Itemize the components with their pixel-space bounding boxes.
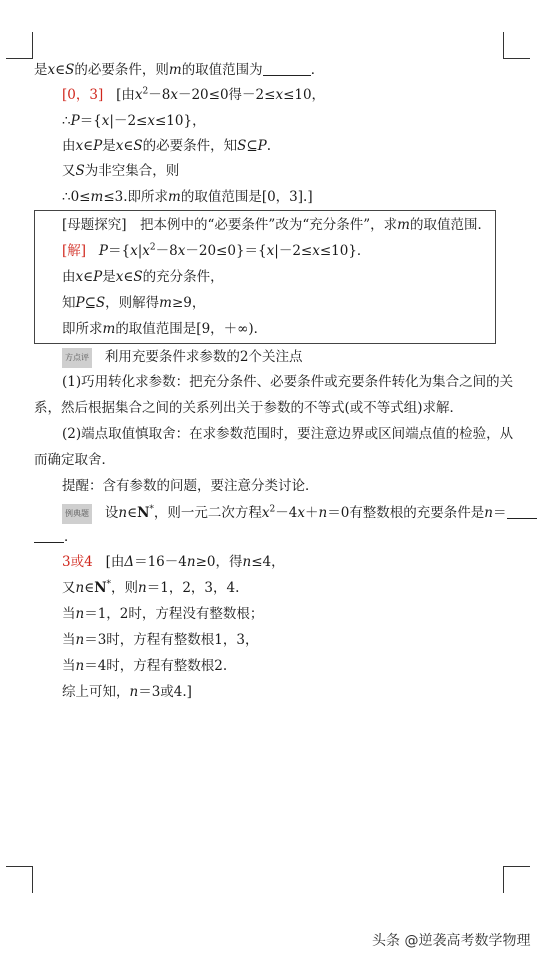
crop-mark-top-right bbox=[503, 32, 530, 59]
math-var: x bbox=[142, 243, 150, 259]
text-run: 的取值范围． bbox=[409, 217, 491, 233]
text-run: ∴0≤ bbox=[62, 189, 91, 205]
math-set: N bbox=[94, 580, 107, 596]
math-var: m bbox=[168, 189, 181, 205]
text-line: 而确定取舍． bbox=[34, 452, 115, 468]
math-var: m bbox=[90, 189, 104, 205]
answer-blank bbox=[263, 63, 311, 76]
text-line bbox=[62, 294, 205, 312]
superscript: 2 bbox=[149, 242, 156, 253]
text-run: ≤4， bbox=[251, 554, 285, 570]
math-var: n bbox=[75, 606, 85, 622]
text-run: ∈ bbox=[84, 580, 95, 596]
math-var: S bbox=[133, 269, 143, 285]
math-var: S bbox=[133, 138, 143, 154]
math-var: x bbox=[261, 505, 270, 521]
text-line bbox=[62, 683, 192, 701]
math-var: x bbox=[47, 62, 56, 78]
text-run: ≥0，得 bbox=[195, 554, 243, 570]
solution-label: [解] bbox=[62, 243, 87, 259]
math-var: x bbox=[275, 87, 284, 103]
text-run: ＝0有整数根的充要条件是 bbox=[327, 505, 485, 521]
text-run: ∈ bbox=[55, 62, 66, 78]
math-var: S bbox=[75, 163, 85, 179]
math-var: m bbox=[159, 295, 172, 311]
math-var: x bbox=[297, 505, 305, 521]
text-line bbox=[62, 188, 313, 206]
text-run: ，则 bbox=[111, 580, 139, 596]
text-line bbox=[62, 320, 267, 338]
text-line bbox=[34, 61, 324, 79]
answer-blank bbox=[34, 530, 64, 543]
text-run: ＋ bbox=[305, 505, 319, 521]
math-var: n bbox=[484, 505, 493, 521]
text-run: [由 bbox=[105, 554, 125, 570]
math-var: x bbox=[266, 243, 275, 259]
math-var: n bbox=[75, 658, 85, 674]
math-var: n bbox=[138, 580, 147, 596]
text-run: ≤10}． bbox=[319, 243, 371, 259]
watermark-footer: 头条 @逆袭高考数学物理 bbox=[372, 933, 531, 949]
text-run: ． bbox=[310, 62, 325, 78]
text-run: 综上可知， bbox=[62, 684, 130, 700]
text-run: ． bbox=[64, 529, 78, 545]
math-var: P bbox=[93, 138, 103, 154]
text-run: －4 bbox=[275, 505, 298, 521]
text-run: 的取值范围是[0，3].] bbox=[180, 189, 313, 205]
text-run: 当 bbox=[62, 632, 76, 648]
text-run: 的充分条件， bbox=[142, 269, 224, 285]
text-run: ≥9， bbox=[171, 295, 206, 311]
math-var: x bbox=[134, 87, 143, 103]
text-run: 又 bbox=[62, 580, 76, 596]
text-run: ≤10}， bbox=[154, 113, 206, 129]
math-var: n bbox=[75, 632, 85, 648]
crop-mark-bottom-right bbox=[503, 866, 530, 893]
math-var: x bbox=[170, 87, 178, 103]
math-var: P bbox=[75, 295, 85, 311]
text-run: 当 bbox=[62, 658, 76, 674]
text-run: －20≤0得－2≤ bbox=[177, 87, 276, 103]
text-run: ∈ bbox=[83, 269, 94, 285]
text-run: ＝4时，方程有整数根2. bbox=[84, 658, 228, 674]
math-var: n bbox=[318, 505, 328, 521]
math-var: x bbox=[115, 138, 124, 154]
text-run: ⊆ bbox=[246, 138, 258, 154]
text-run: 的必要条件，则 bbox=[74, 62, 169, 78]
text-run: 为非空集合，则 bbox=[84, 163, 180, 179]
superscript: 2 bbox=[142, 86, 149, 97]
text-run: |－2≤ bbox=[274, 243, 313, 259]
text-run: 的取值范围是[9，＋∞)． bbox=[115, 321, 268, 337]
text-run: [母题探究] 把本例中的“必要条件”改为“充分条件”，求 bbox=[62, 217, 398, 233]
text-line bbox=[62, 86, 325, 104]
superscript: * bbox=[106, 579, 112, 590]
text-line: (2)端点取值慎取舍：在求参数范围时，要注意边界或区间端点值的检验，从 bbox=[62, 426, 514, 442]
text-line bbox=[62, 137, 271, 155]
text-run: ＝{ bbox=[108, 243, 131, 259]
text-run: ≤3.即所求 bbox=[103, 189, 169, 205]
math-var: x bbox=[101, 113, 110, 129]
math-var: P bbox=[98, 243, 109, 259]
text-run: 的必要条件，知 bbox=[142, 138, 238, 154]
text-line bbox=[34, 528, 78, 546]
text-run: ∈ bbox=[123, 269, 134, 285]
text-run: 由 bbox=[62, 269, 76, 285]
math-var: P bbox=[257, 138, 267, 154]
math-var: P bbox=[70, 113, 80, 129]
text-run: ＝1，2，3，4. bbox=[146, 580, 240, 596]
text-run: | bbox=[137, 243, 143, 259]
math-var: x bbox=[130, 243, 138, 259]
text-line bbox=[62, 631, 258, 649]
math-var: S bbox=[95, 295, 106, 311]
text-run: ＝3或4.] bbox=[138, 684, 192, 700]
text-run: 设 bbox=[104, 505, 119, 521]
text-run: ，则一元二次方程 bbox=[153, 505, 262, 521]
text-line bbox=[62, 605, 263, 623]
math-var: x bbox=[75, 269, 84, 285]
text-run: ，则解得 bbox=[105, 295, 160, 311]
text-run: 是 bbox=[102, 138, 116, 154]
math-set: N bbox=[137, 505, 150, 521]
text-run: ＝1，2时，方程没有整数根； bbox=[84, 606, 264, 622]
math-var: n bbox=[118, 505, 128, 521]
crop-mark-bottom-left bbox=[6, 866, 33, 893]
text-run: 当 bbox=[62, 606, 76, 622]
text-line bbox=[62, 348, 302, 368]
text-line bbox=[62, 268, 224, 286]
text-line bbox=[62, 242, 370, 260]
math-var: S bbox=[237, 138, 247, 154]
text-run: ⊆ bbox=[84, 295, 96, 311]
text-run: 是 bbox=[34, 62, 48, 78]
text-run: ∈ bbox=[123, 138, 134, 154]
text-run: ∈ bbox=[83, 138, 94, 154]
text-run: 即所求 bbox=[62, 321, 103, 337]
math-var: x bbox=[312, 243, 320, 259]
text-run: ＝16－4 bbox=[134, 554, 187, 570]
math-var: m bbox=[168, 62, 182, 78]
text-run: 又 bbox=[62, 163, 76, 179]
text-run: 知 bbox=[62, 295, 76, 311]
answer-label: [0，3] bbox=[62, 87, 104, 103]
math-var: Δ bbox=[124, 554, 135, 570]
math-var: x bbox=[75, 138, 84, 154]
math-var: n bbox=[129, 684, 139, 700]
text-run: ＝{ bbox=[79, 113, 102, 129]
math-var: m bbox=[102, 321, 116, 337]
math-var: x bbox=[177, 243, 186, 259]
text-run: ＝3时，方程有整数根1，3， bbox=[84, 632, 259, 648]
superscript: 2 bbox=[269, 504, 276, 515]
text-line bbox=[62, 112, 206, 130]
text-line bbox=[62, 657, 227, 675]
crop-mark-top-left bbox=[6, 32, 33, 59]
math-var: x bbox=[115, 269, 124, 285]
text-line bbox=[62, 504, 537, 524]
text-run: |－2≤ bbox=[109, 113, 148, 129]
text-run: 由 bbox=[62, 138, 76, 154]
text-line bbox=[62, 579, 239, 597]
text-run: ∈ bbox=[127, 505, 138, 521]
text-run: 的取值范围为 bbox=[181, 62, 263, 78]
text-line: 提醒：含有参数的问题，要注意分类讨论． bbox=[62, 478, 319, 494]
math-var: m bbox=[397, 217, 410, 233]
math-var: S bbox=[65, 62, 75, 78]
text-run: ＝ bbox=[493, 505, 507, 521]
text-run: －20≤0}＝{ bbox=[185, 243, 267, 259]
math-var: x bbox=[147, 113, 155, 129]
superscript: * bbox=[149, 504, 154, 515]
text-run: －8 bbox=[148, 87, 171, 103]
text-line bbox=[62, 162, 179, 180]
text-run: 是 bbox=[102, 269, 116, 285]
text-line: 系，然后根据集合之间的关系列出关于参数的不等式(或不等式组)求解． bbox=[34, 400, 464, 416]
math-var: n bbox=[242, 554, 252, 570]
math-var: n bbox=[186, 554, 196, 570]
example-tag-icon: 例典题 bbox=[62, 504, 92, 524]
answer-blank bbox=[507, 506, 537, 519]
answer-label: 3或4 bbox=[62, 554, 93, 570]
review-tag-icon: 方点评 bbox=[62, 348, 92, 368]
text-run: －8 bbox=[155, 243, 178, 259]
text-line bbox=[62, 553, 285, 571]
text-run: ≤10， bbox=[283, 87, 326, 103]
math-var: P bbox=[93, 269, 103, 285]
section-heading: 利用充要条件求参数的2个关注点 bbox=[104, 349, 303, 365]
text-run: [由 bbox=[116, 87, 135, 103]
math-var: n bbox=[75, 580, 85, 596]
text-run: . bbox=[266, 138, 272, 154]
text-line bbox=[62, 216, 491, 234]
text-line: (1)巧用转化求参数：把充分条件、必要条件或充要条件转化为集合之间的关 bbox=[62, 374, 514, 390]
text-run: ∴ bbox=[62, 113, 71, 129]
